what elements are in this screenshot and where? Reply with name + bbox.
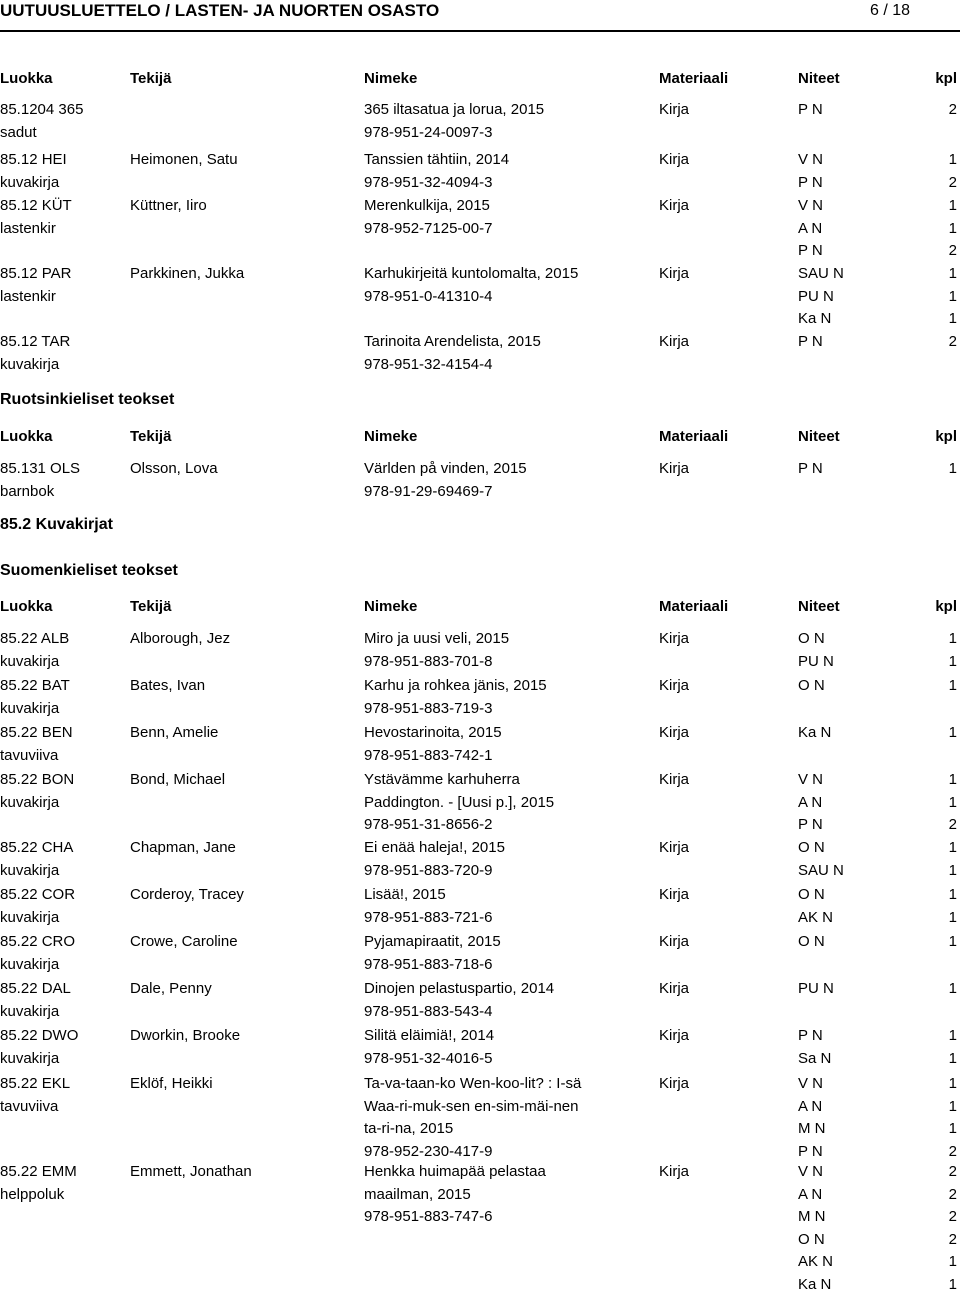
entry-title-line: Dinojen pelastuspartio, 2014 [364, 980, 555, 997]
entry-author: Parkkinen, Jukka [130, 265, 245, 282]
entry-copies-location: PU N [798, 652, 834, 670]
entry-copies-count: 1 [948, 771, 957, 788]
entry-title-line: Tanssien tähtiin, 2014 [364, 151, 510, 168]
entry-copies-location: SAU N [798, 265, 844, 282]
entry-copies-location: Ka N [798, 1275, 832, 1293]
column-header-kpl: kpl [935, 598, 957, 615]
section-heading-ruotsinkieliset: Ruotsinkieliset teokset [0, 391, 175, 408]
entry-category: kuvakirja [0, 1002, 60, 1020]
entry-title-line: Hevostarinoita, 2015 [364, 724, 502, 741]
entry-title-line: 978-91-29-69469-7 [364, 482, 493, 500]
entry-copies-location: P N [798, 173, 823, 191]
entry-copies-count: 2 [948, 1230, 957, 1248]
entry-material: Kirja [659, 886, 690, 903]
entry-copies-location: AK N [798, 908, 834, 926]
entry-title-line: 978-951-883-701-8 [364, 652, 493, 670]
entry-copies-location: A N [798, 793, 823, 811]
entry-copies-location: M N [798, 1208, 826, 1225]
entry-copies-location: Ka N [798, 724, 832, 741]
entry-author: Küttner, Iiro [130, 197, 207, 214]
entry-copies-count: 2 [948, 1208, 957, 1225]
entry-author: Chapman, Jane [130, 839, 236, 856]
entry-copies-count: 2 [948, 101, 957, 118]
entry-title-line: Waa-ri-muk-sen en-sim-mäi-nen [364, 1097, 579, 1115]
entry-copies-location: V N [798, 197, 824, 214]
column-header-luokka: Luokka [0, 598, 53, 615]
entry-copies-count: 1 [948, 886, 957, 903]
entry-category: sadut [0, 123, 37, 141]
column-header-materiaali: Materiaali [659, 70, 729, 87]
column-header-tekija: Tekijä [130, 428, 172, 445]
entry-copies-location: V N [798, 771, 824, 788]
entry-copies-location: O N [798, 1230, 825, 1248]
entry-class: 85.22 BAT [0, 677, 70, 694]
entry-copies-location: PU N [798, 287, 834, 305]
entry-author: Alborough, Jez [130, 630, 231, 647]
entry-class: 85.12 TAR [0, 333, 71, 350]
entry-category: kuvakirja [0, 955, 60, 973]
entry-copies-location: O N [798, 677, 825, 694]
entry-author: Corderoy, Tracey [130, 886, 244, 903]
entry-category: barnbok [0, 482, 55, 500]
entry-copies-location: A N [798, 1185, 823, 1203]
column-header-luokka: Luokka [0, 428, 53, 445]
entry-copies-count: 1 [948, 908, 957, 926]
entry-category: kuvakirja [0, 793, 60, 811]
entry-title-line: Ystävämme karhuherra [364, 771, 520, 788]
entry-title-line: 978-952-7125-00-7 [364, 219, 493, 237]
section-heading-kuvakirjat: 85.2 Kuvakirjat [0, 516, 113, 533]
entry-copies-count: 1 [948, 1275, 957, 1293]
entry-title-line: Henkka huimapää pelastaa [364, 1163, 546, 1180]
entry-category: kuvakirja [0, 861, 60, 879]
entry-copies-location: M N [798, 1120, 826, 1137]
entry-title-line: Världen på vinden, 2015 [364, 460, 527, 477]
column-header-materiaali: Materiaali [659, 598, 729, 615]
entry-title-line: 978-951-883-720-9 [364, 861, 493, 879]
entry-copies-count: 1 [948, 793, 957, 811]
entry-copies-count: 1 [948, 287, 957, 305]
entry-title-line: Tarinoita Arendelista, 2015 [364, 333, 541, 350]
entry-copies-location: P N [798, 101, 823, 118]
column-header-nimeke: Nimeke [364, 70, 418, 87]
entry-author: Crowe, Caroline [130, 933, 238, 950]
entry-title-line: Karhu ja rohkea jänis, 2015 [364, 677, 547, 694]
entry-class: 85.1204 365 [0, 101, 84, 118]
entry-copies-location: PU N [798, 980, 834, 997]
entry-copies-location: P N [798, 242, 823, 259]
entry-copies-count: 1 [948, 1027, 957, 1044]
entry-copies-location: V N [798, 1075, 824, 1092]
entry-material: Kirja [659, 1163, 690, 1180]
entry-author: Benn, Amelie [130, 724, 219, 741]
entry-title-line: 978-951-32-4094-3 [364, 173, 493, 191]
entry-author: Dale, Penny [130, 980, 212, 997]
entry-title-line: Merenkulkija, 2015 [364, 197, 490, 214]
entry-title-line: 978-951-24-0097-3 [364, 123, 493, 141]
entry-copies-location: O N [798, 886, 825, 903]
column-header-kpl: kpl [935, 428, 957, 445]
entry-title-line: Ei enää haleja!, 2015 [364, 839, 505, 856]
column-header-luokka: Luokka [0, 70, 53, 87]
entry-material: Kirja [659, 771, 690, 788]
entry-title-line: 978-951-883-742-1 [364, 746, 493, 764]
entry-copies-location: O N [798, 630, 825, 647]
entry-material: Kirja [659, 980, 690, 997]
entry-category: kuvakirja [0, 173, 60, 191]
entry-copies-count: 1 [948, 219, 957, 237]
entry-title-line: 978-951-883-721-6 [364, 908, 493, 926]
column-header-materiaali: Materiaali [659, 428, 729, 445]
entry-copies-count: 2 [948, 242, 957, 259]
entry-material: Kirja [659, 933, 690, 950]
entry-material: Kirja [659, 724, 690, 741]
entry-category: tavuviiva [0, 746, 59, 764]
column-header-nimeke: Nimeke [364, 598, 418, 615]
entry-class: 85.22 COR [0, 886, 76, 903]
entry-author: Olsson, Lova [130, 460, 218, 477]
entry-copies-location: O N [798, 839, 825, 856]
entry-category: kuvakirja [0, 652, 60, 670]
entry-class: 85.22 CRO [0, 933, 76, 950]
entry-category: kuvakirja [0, 1049, 60, 1067]
entry-copies-location: SAU N [798, 861, 844, 879]
entry-class: 85.131 OLS [0, 460, 81, 477]
entry-material: Kirja [659, 265, 690, 282]
entry-copies-count: 2 [948, 333, 957, 350]
entry-author: Emmett, Jonathan [130, 1163, 252, 1180]
section-heading-suomenkieliset: Suomenkieliset teokset [0, 562, 178, 579]
entry-title-line: 978-951-32-4016-5 [364, 1049, 493, 1067]
entry-material: Kirja [659, 630, 690, 647]
entry-copies-count: 1 [948, 1075, 957, 1092]
header-rule [0, 30, 960, 32]
entry-copies-count: 1 [948, 1120, 957, 1137]
entry-class: 85.12 HEI [0, 151, 67, 168]
entry-copies-location: P N [798, 460, 823, 477]
entry-material: Kirja [659, 101, 690, 118]
entry-copies-count: 2 [948, 1185, 957, 1203]
entry-copies-count: 2 [948, 816, 957, 833]
entry-copies-location: V N [798, 151, 824, 168]
entry-copies-count: 1 [948, 310, 957, 327]
column-header-niteet: Niteet [798, 428, 840, 445]
entry-material: Kirja [659, 839, 690, 856]
entry-title-line: maailman, 2015 [364, 1185, 471, 1203]
entry-copies-count: 1 [948, 460, 957, 477]
entry-title-line: Silitä eläimiä!, 2014 [364, 1027, 495, 1044]
entry-copies-location: AK N [798, 1253, 834, 1270]
entry-copies-count: 1 [948, 630, 957, 647]
entry-copies-location: V N [798, 1163, 824, 1180]
page-title: UUTUUSLUETTELO / LASTEN- JA NUORTEN OSASTO [0, 1, 440, 20]
entry-class: 85.12 PAR [0, 265, 72, 282]
entry-copies-count: 1 [948, 1049, 957, 1067]
column-header-tekija: Tekijä [130, 70, 172, 87]
entry-title-line: 978-951-883-543-4 [364, 1002, 493, 1020]
entry-material: Kirja [659, 1075, 690, 1092]
entry-copies-count: 1 [948, 265, 957, 282]
entry-copies-location: Ka N [798, 310, 832, 327]
entry-copies-location: P N [798, 1027, 823, 1044]
column-header-nimeke: Nimeke [364, 428, 418, 445]
entry-class: 85.22 EMM [0, 1163, 77, 1180]
entry-class: 85.22 EKL [0, 1075, 71, 1092]
entry-material: Kirja [659, 333, 690, 350]
entry-title-line: 365 iltasatua ja lorua, 2015 [364, 101, 545, 118]
entry-material: Kirja [659, 151, 690, 168]
entry-category: kuvakirja [0, 355, 60, 373]
entry-material: Kirja [659, 460, 690, 477]
entry-author: Eklöf, Heikki [130, 1075, 213, 1092]
entry-copies-count: 1 [948, 980, 957, 997]
entry-category: lastenkir [0, 287, 56, 305]
entry-copies-count: 2 [948, 1142, 957, 1160]
entry-title-line: 978-952-230-417-9 [364, 1142, 493, 1160]
entry-copies-count: 1 [948, 677, 957, 694]
entry-author: Bates, Ivan [130, 677, 206, 694]
entry-title-line: Ta-va-taan-ko Wen-koo-lit? : I-sä [364, 1075, 582, 1092]
entry-title-line: Pyjamapiraatit, 2015 [364, 933, 501, 950]
entry-copies-count: 1 [948, 151, 957, 168]
entry-copies-count: 1 [948, 1253, 957, 1270]
entry-category: kuvakirja [0, 908, 60, 926]
column-header-kpl: kpl [935, 70, 957, 87]
entry-copies-count: 2 [948, 1163, 957, 1180]
entry-material: Kirja [659, 677, 690, 694]
entry-copies-location: P N [798, 816, 823, 833]
entry-copies-count: 1 [948, 933, 957, 950]
entry-title-line: 978-951-32-4154-4 [364, 355, 493, 373]
entry-class: 85.22 CHA [0, 839, 74, 856]
entry-copies-location: O N [798, 933, 825, 950]
entry-title-line: Miro ja uusi veli, 2015 [364, 630, 510, 647]
entry-copies-location: P N [798, 333, 823, 350]
column-header-niteet: Niteet [798, 70, 840, 87]
entry-copies-count: 1 [948, 724, 957, 741]
entry-material: Kirja [659, 197, 690, 214]
entry-title-line: 978-951-883-718-6 [364, 955, 493, 973]
entry-class: 85.22 DWO [0, 1027, 79, 1044]
entry-class: 85.22 ALB [0, 630, 70, 647]
entry-title-line: ta-ri-na, 2015 [364, 1120, 454, 1137]
column-header-tekija: Tekijä [130, 598, 172, 615]
entry-copies-count: 1 [948, 861, 957, 879]
entry-category: tavuviiva [0, 1097, 59, 1115]
entry-class: 85.22 DAL [0, 980, 71, 997]
entry-copies-location: Sa N [798, 1049, 832, 1067]
entry-title-line: Lisää!, 2015 [364, 886, 446, 903]
entry-class: 85.22 BON [0, 771, 75, 788]
entry-category: kuvakirja [0, 699, 60, 717]
page-number: 6 / 18 [870, 2, 911, 19]
entry-class: 85.12 KÜT [0, 197, 72, 214]
entry-title-line: 978-951-883-719-3 [364, 699, 493, 717]
entry-copies-count: 1 [948, 1097, 957, 1115]
entry-material: Kirja [659, 1027, 690, 1044]
entry-copies-location: A N [798, 1097, 823, 1115]
entry-copies-location: P N [798, 1142, 823, 1160]
entry-title-line: Paddington. - [Uusi p.], 2015 [364, 793, 555, 811]
entry-author: Heimonen, Satu [130, 151, 238, 168]
entry-category: helppoluk [0, 1185, 65, 1203]
entry-copies-count: 1 [948, 839, 957, 856]
entry-category: lastenkir [0, 219, 56, 237]
entry-copies-count: 1 [948, 652, 957, 670]
entry-author: Dworkin, Brooke [130, 1027, 241, 1044]
entry-copies-count: 1 [948, 197, 957, 214]
entry-copies-location: A N [798, 219, 823, 237]
entry-author: Bond, Michael [130, 771, 226, 788]
entry-copies-count: 2 [948, 173, 957, 191]
entry-title-line: 978-951-0-41310-4 [364, 287, 493, 305]
column-header-niteet: Niteet [798, 598, 840, 615]
entry-title-line: 978-951-883-747-6 [364, 1208, 493, 1225]
entry-title-line: 978-951-31-8656-2 [364, 816, 493, 833]
entry-class: 85.22 BEN [0, 724, 73, 741]
entry-title-line: Karhukirjeitä kuntolomalta, 2015 [364, 265, 579, 282]
